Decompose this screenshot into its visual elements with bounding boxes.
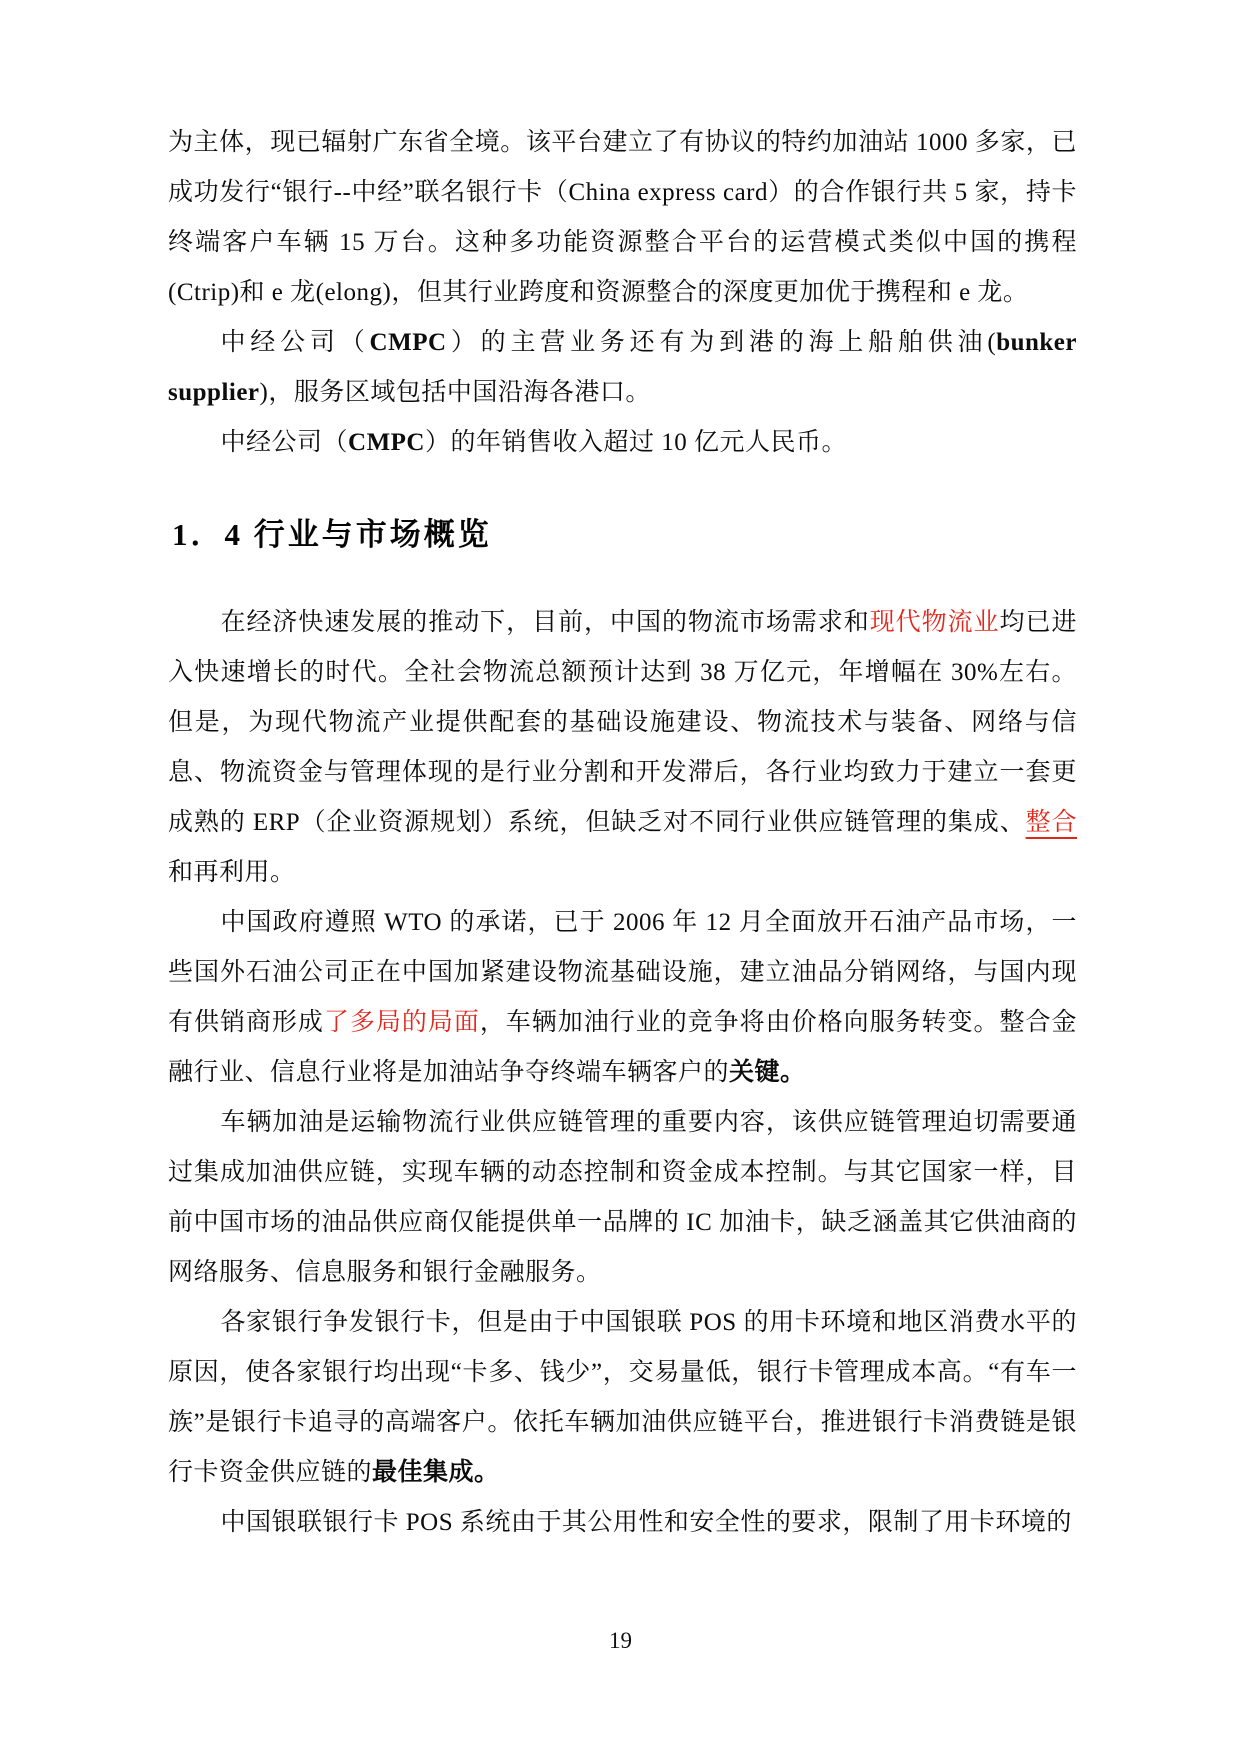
- text-run-bold: CMPC: [348, 429, 425, 456]
- text-run: 中国政府遵照 WTO 的承诺，已于 2006 年 12 月全面放开石油产品市场，一些国外石油公司正在中国加紧建设物流基础设施，建立油品分销网络，与国内现有供销商形成: [168, 909, 1077, 1036]
- paragraph-vehicle-refueling-supply-chain: [168, 1098, 1077, 1298]
- section-heading-industry-market-overview: 1．4 行业与市场概览: [172, 517, 492, 552]
- paragraph-annual-revenue: [168, 418, 1077, 468]
- text-run: 中经公司（: [220, 429, 349, 456]
- text-run: ）的主营业务还有为到港的海上船舶供油(: [446, 329, 997, 356]
- text-run-red: 了多局的局面: [323, 1009, 480, 1036]
- text-run-bold: 关键。: [729, 1059, 806, 1086]
- paragraph-bank-cards: [168, 1298, 1077, 1498]
- document-content: [168, 118, 1077, 1548]
- text-run-bold: 最佳集成。: [372, 1459, 500, 1486]
- paragraph-logistics-market-growth: [168, 598, 1077, 898]
- text-run: 在经济快速发展的推动下，目前，中国的物流市场需求和: [220, 609, 870, 636]
- text-run: 为主体，现已辐射广东省全境。该平台建立了有协议的特约加油站 1000 多家，已成功发行“银行--中经”联名银行卡（China express card）的合作银行共 5 家，持卡终端客户车辆 15 万台。这种多功能资源整合平台的运营模式类似中国的携程(Ctrip)和 e 龙(elong)，但其行业跨度和资源整合的深度更加优于携程和 e 龙。: [168, 129, 1077, 306]
- text-run-bold: bunker supplier: [168, 329, 1077, 406]
- text-run: ，车辆加油行业的竞争将由价格向服务转变。整合金融行业、信息行业将是加油站争夺终端车辆客户的: [168, 1009, 1077, 1086]
- text-run-bold: CMPC: [369, 329, 447, 356]
- text-run: 各家银行争发银行卡，但是由于中国银联 POS 的用卡环境和地区消费水平的原因，使各家银行均出现“卡多、钱少”，交易量低，银行卡管理成本高。“有车一族”是银行卡追寻的高端客户。依托车辆加油供应链平台，推进银行卡消费链是银行卡资金供应链的: [168, 1309, 1077, 1486]
- text-run: 中国银联银行卡 POS 系统由于其公用性和安全性的要求，限制了用卡环境的: [220, 1509, 1072, 1536]
- paragraph-unionpay-pos: [168, 1498, 1077, 1548]
- text-run: )，服务区域包括中国沿海各港口。: [259, 379, 651, 406]
- text-run-red: 现代物流业: [869, 609, 1000, 636]
- paragraph-wto-oil-market: [168, 898, 1077, 1098]
- text-run: 和再利用。: [168, 859, 296, 886]
- text-run: ）的年销售收入超过 10 亿元人民币。: [425, 429, 848, 456]
- page-number: 19: [609, 1628, 632, 1653]
- text-run: 中经公司（: [220, 329, 370, 356]
- paragraph-platform-overview: [168, 118, 1077, 318]
- paragraph-bunker-supplier: [168, 318, 1077, 418]
- text-run-red-underline: 整合: [1025, 809, 1077, 836]
- text-run: 均已进入快速增长的时代。全社会物流总额预计达到 38 万亿元，年增幅在 30%左右。但是，为现代物流产业提供配套的基础设施建设、物流技术与装备、网络与信息、物流资金与管理体现的是行业分割和开发滞后，各行业均致力于建立一套更成熟的 ERP（企业资源规划）系统，但缺乏对不同行业供应链管理的集成、: [168, 609, 1077, 836]
- text-run: 车辆加油是运输物流行业供应链管理的重要内容，该供应链管理迫切需要通过集成加油供应链，实现车辆的动态控制和资金成本控制。与其它国家一样，目前中国市场的油品供应商仅能提供单一品牌的 IC 加油卡，缺乏涵盖其它供油商的网络服务、信息服务和银行金融服务。: [168, 1109, 1077, 1286]
